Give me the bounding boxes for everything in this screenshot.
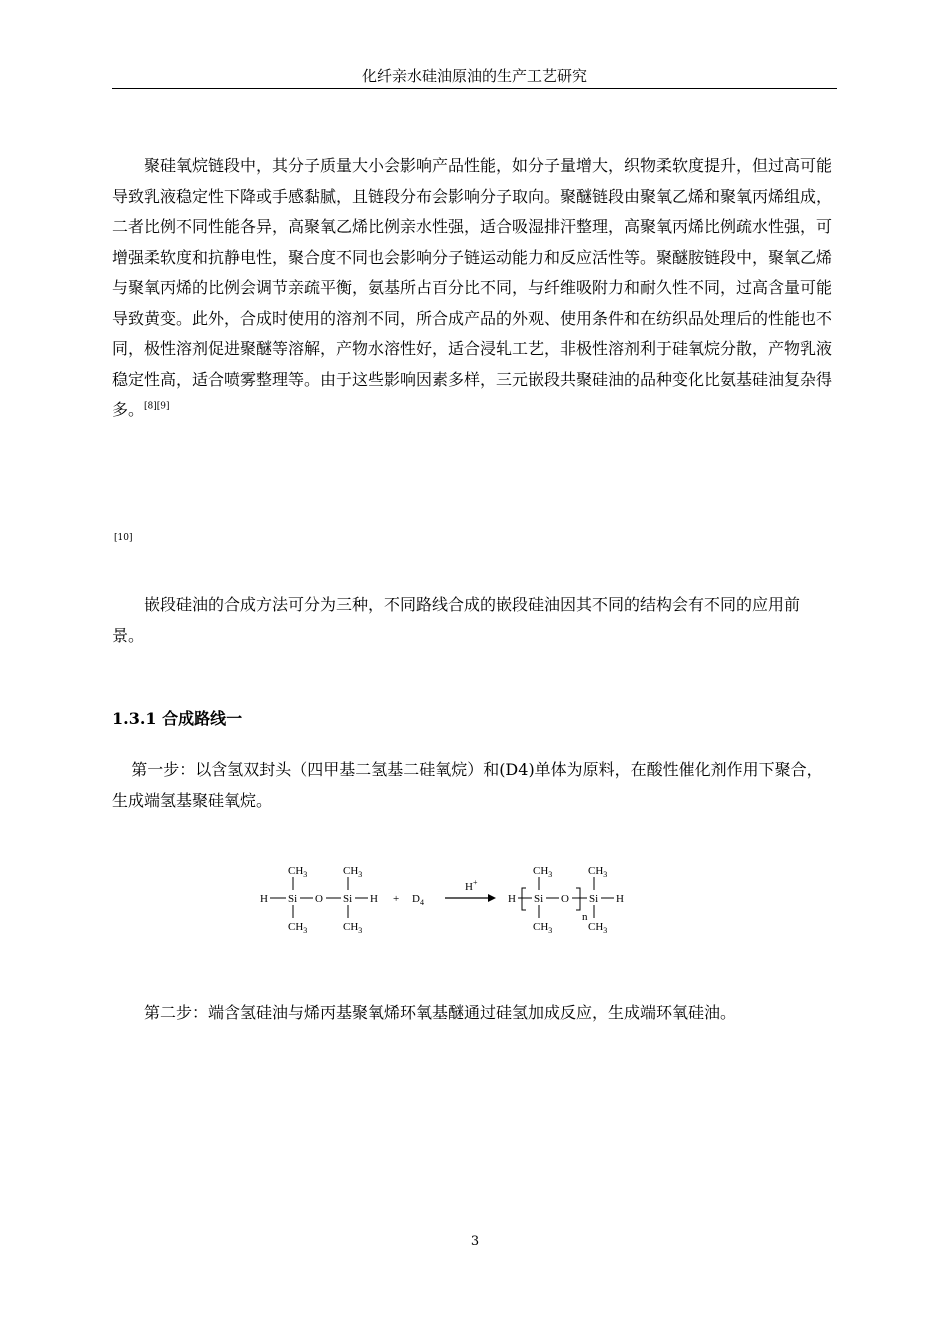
paragraph-2-text: 嵌段硅油的合成方法可分为三种，不同路线合成的嵌段硅油因其不同的结构会有不同的应用前景。	[112, 595, 801, 645]
header-rule	[112, 88, 837, 89]
step-1-paragraph	[112, 755, 837, 816]
h-left-2: H	[508, 893, 516, 905]
paragraph-1	[112, 151, 837, 426]
reaction-arrow	[445, 894, 496, 902]
o-1: O	[315, 893, 323, 905]
reaction-scheme	[250, 860, 650, 935]
paragraph-2	[112, 590, 802, 651]
si-1: Si	[288, 893, 298, 905]
si-4: Si	[589, 893, 599, 905]
h-right-2: H	[616, 893, 624, 905]
plus-sign: +	[393, 893, 400, 905]
ch3-bottom-4: $CH_3$	[588, 921, 608, 935]
page-number: 3	[470, 1234, 480, 1249]
ch3-bottom-2: $CH_3$	[343, 921, 363, 935]
repeat-n: n	[582, 911, 588, 923]
paragraph-1-text: 聚硅氧烷链段中，其分子质量大小会影响产品性能，如分子量增大，织物柔软度提升，但过高可能导致乳液稳定性下降或手感黏腻，且链段分布会影响分子取向。聚醚链段由聚氧乙烯和聚氧丙烯组成，二者比例不同性能各异，高聚氧乙烯比例亲水性强，适合吸湿排汗整理，高聚氧丙烯比例疏水性强，可增强柔软度和抗静电性，聚合度不同也会影响分子链运动能力和反应活性等。聚醚胺链段中，聚氧乙烯与聚氧丙烯的比例会调节亲疏平衡，氨基所占百分比不同，与纤维吸附力和耐久性不同，过高含量可能导致黄变。此外，合成时使用的溶剂不同，所合成产品的外观、使用条件和在纺织品处理后的性能也不同，极性溶剂促进聚醚等溶解，产物水溶性好，适合浸轧工艺，非极性溶剂利于硅氧烷分散，产物乳液稳定性高，适合喷雾整理等。由于这些影响因素多样，三元嵌段共聚硅油的品种变化比氨基硅油复杂得多。	[112, 156, 833, 419]
h-left-1: H	[260, 893, 268, 905]
catalyst-label: H+	[465, 878, 478, 893]
reference-note: [10]	[114, 533, 133, 543]
ch3-top-1: $CH_3$	[288, 865, 308, 879]
step-1-text: 第一步：以含氢双封头（四甲基二氢基二硅氧烷）和(D4)单体为原料，在酸性催化剂作用下聚合，生成端氢基聚硅氧烷。	[112, 760, 823, 810]
ch3-top-4: $CH_3$	[588, 865, 608, 879]
ch3-bottom-3: $CH_3$	[533, 921, 553, 935]
o-2: O	[561, 893, 569, 905]
reaction-scheme-svg	[250, 860, 650, 935]
ch3-top-2: $CH_3$	[343, 865, 363, 879]
ch3-bottom-1: $CH_3$	[288, 921, 308, 935]
ch3-top-3: $CH_3$	[533, 865, 553, 879]
step-2-text: 第二步：端含氢硅油与烯丙基聚氧烯环氧基醚通过硅氢加成反应，生成端环氧硅油。	[144, 1003, 737, 1022]
section-heading: 1.3.1 合成路线一	[112, 709, 243, 728]
citation-8-9: [8][9]	[144, 401, 170, 412]
h-right-1: H	[370, 893, 378, 905]
step-2-paragraph	[112, 998, 837, 1029]
si-2: Si	[343, 893, 353, 905]
d4-label: $D_4$	[412, 893, 424, 907]
running-header: 化纤亲水硅油原油的生产工艺研究	[361, 67, 587, 85]
si-3: Si	[534, 893, 544, 905]
